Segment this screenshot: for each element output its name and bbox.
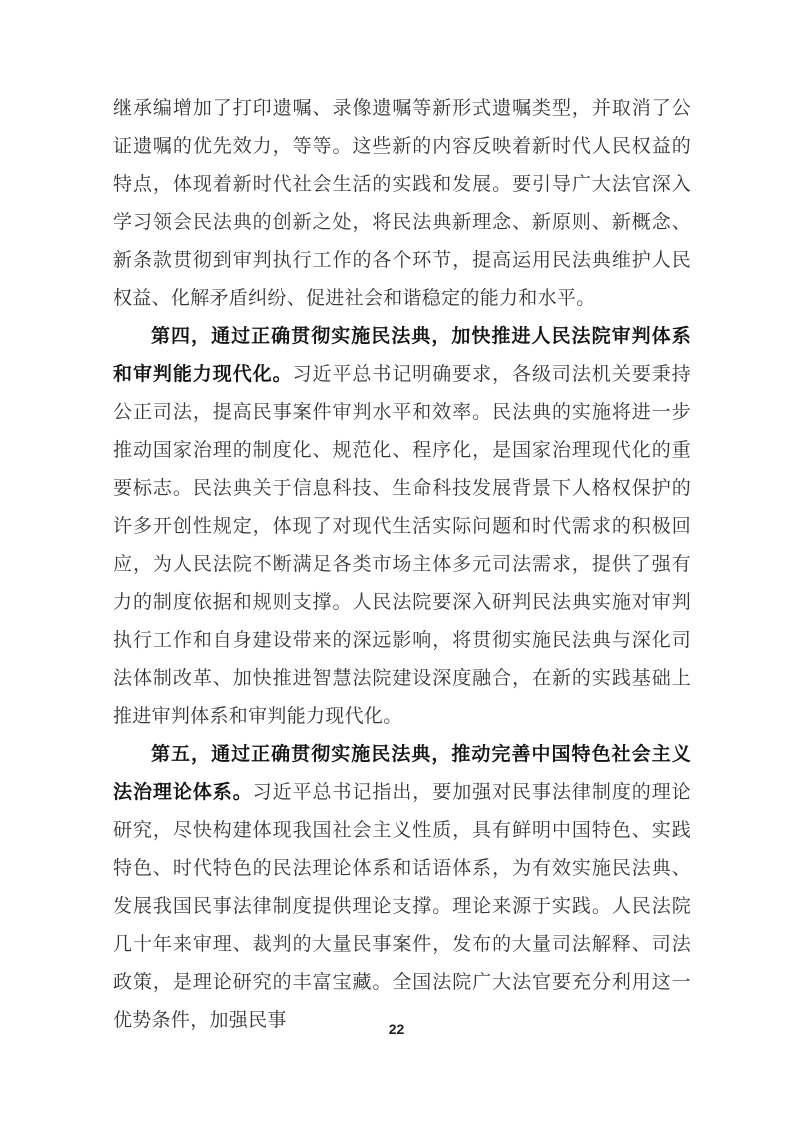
bold-heading-run: 第四，通过正确贯彻实施民法典，加快推进人民法院审判体系和审判能力现代化。 [113,325,691,385]
bold-heading-run: 第五，通过正确贯彻实施民法典，推动完善中国特色社会主义法治理论体系。 [113,743,691,803]
paragraph-point-four [113,317,691,735]
paragraph-point-five [113,735,691,1039]
text-run: 习近平总书记明确要求，各级司法机关要秉持公正司法，提高民事案件审判水平和效率。民法典的实施将进一步推动国家治理的制度化、规范化、程序化，是国家治理现代化的重要标志。民法典关于信息科技、生命科技发展背景下人格权保护的许多开创性规定，体现了对现代生活实际问题和时代需求的积极回应，为人民法院不断满足各类市场主体多元司法需求，提供了强有力的制度依据和规则支撑。人民法院要深入研判民法典实施对审判执行工作和自身建设带来的深远影响，将贯彻实施民法典与深化司法体制改革、加快推进智慧法院建设深度融合，在新的实践基础上推进审判体系和审判能力现代化。 [113,363,691,727]
text-run: 继承编增加了打印遗嘱、录像遗嘱等新形式遗嘱类型，并取消了公证遗嘱的优先效力，等等。这些新的内容反映着新时代人民权益的特点，体现着新时代社会生活的实践和发展。要引导广大法官深入学习领会民法典的创新之处，将民法典新理念、新原则、新概念、新条款贯彻到审判执行工作的各个环节，提高运用民法典维护人民权益、化解矛盾纠纷、促进社会和谐稳定的能力和水平。 [113,97,691,309]
paragraph-continuation [113,89,691,317]
text-run: 习近平总书记指出，要加强对民事法律制度的理论研究，尽快构建体现我国社会主义性质，具有鲜明中国特色、实践特色、时代特色的民法理论体系和话语体系，为有效实施民法典、发展我国民事法律制度提供理论支撑。理论来源于实践。人民法院几十年来审理、裁判的大量民事案件，发布的大量司法解释、司法政策，是理论研究的丰富宝藏。全国法院广大法官要充分利用这一优势条件，加强民事 [113,781,691,1031]
document-body [113,89,691,1039]
page-number: 22 [388,1021,405,1037]
